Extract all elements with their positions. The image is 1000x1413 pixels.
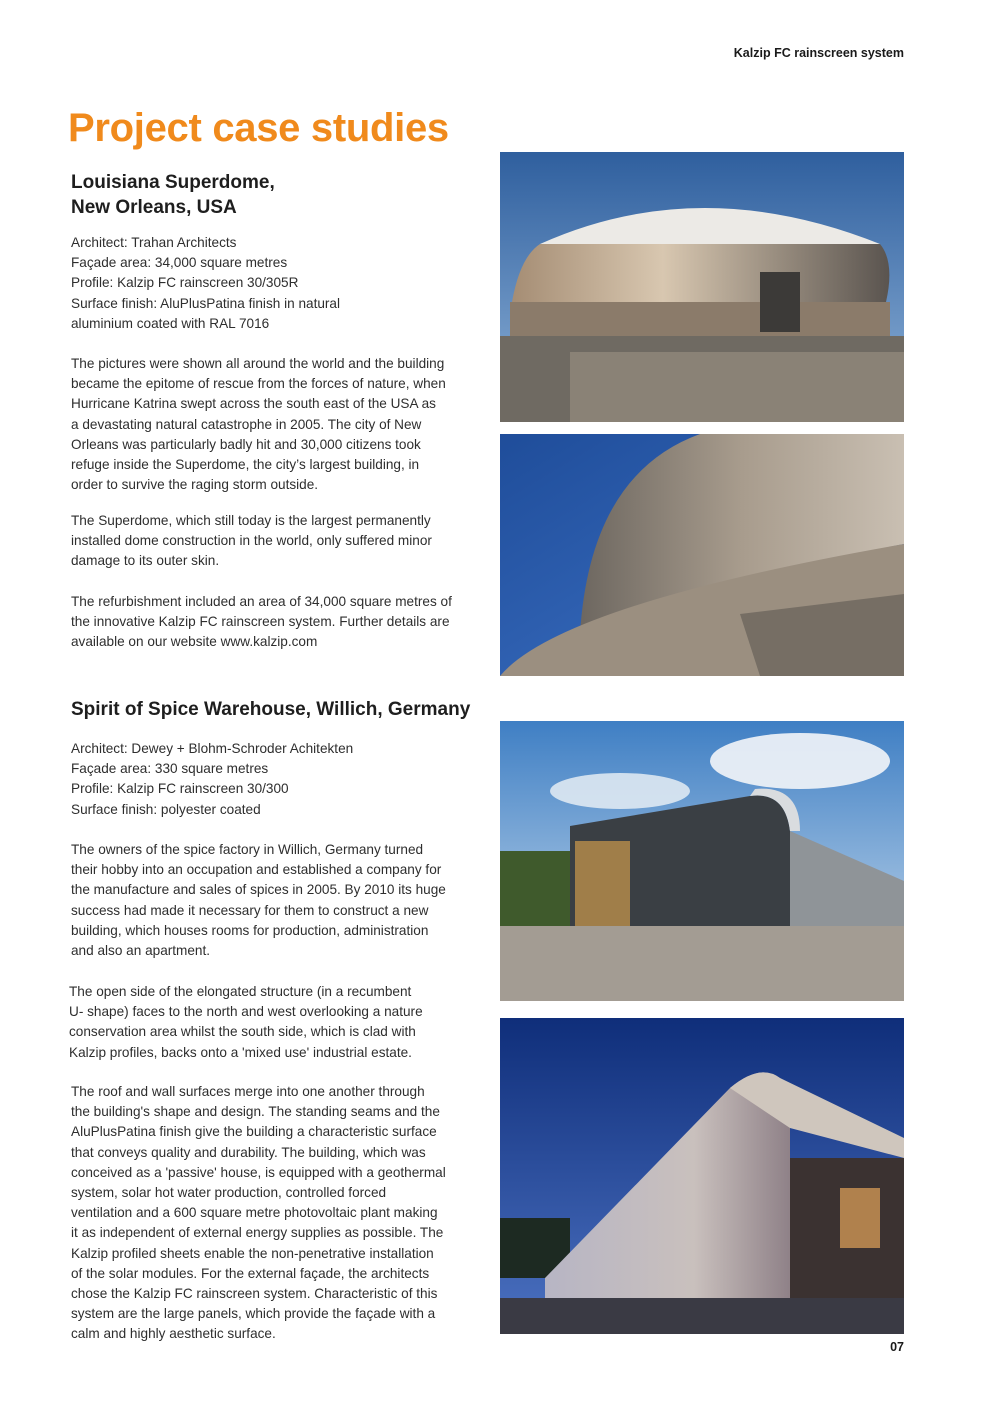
case2-spec-finish: Surface finish: polyester coated bbox=[71, 801, 261, 817]
case2-paragraph-1 bbox=[71, 840, 489, 961]
case1-text-1: The pictures were shown all around the world and the building became the epitome of rescue from the forces of nature, when Hurricane Katrina swept across the south east of the USA as a devastating natural catastrophe in 2005. The city of New Orleans was particularly badly hit and 30,000 citizens took refuge inside the Superdome, the city’s largest building, in order to survive the raging storm outside. bbox=[71, 356, 446, 493]
case2-spec-area: Façade area: 330 square metres bbox=[71, 761, 269, 777]
case1-paragraph-1 bbox=[71, 354, 489, 495]
case1-heading: Louisiana Superdome, New Orleans, USA bbox=[71, 172, 275, 218]
running-header: Kalzip FC rainscreen system bbox=[733, 46, 904, 60]
superdome-exterior-photo bbox=[500, 152, 904, 422]
spice-warehouse-day-photo bbox=[500, 721, 904, 1001]
case1-spec-finish: Surface finish: AluPlusPatina finish in natural bbox=[71, 295, 341, 311]
case1-spec-area: Façade area: 34,000 square metres bbox=[71, 255, 288, 271]
case2-spec-profile: Profile: Kalzip FC rainscreen 30/300 bbox=[71, 781, 289, 797]
case2-paragraph-3 bbox=[71, 1082, 489, 1345]
case2-specs bbox=[71, 739, 489, 820]
page-number: 07 bbox=[890, 1340, 904, 1354]
case1-text-3: The refurbishment included an area of 34,000 square metres of the innovative Kalzip FC rainscreen system. Further details are available on our website www.kalzip.com bbox=[71, 594, 452, 650]
case1-spec-profile: Profile: Kalzip FC rainscreen 30/305R bbox=[71, 275, 299, 291]
case2-spec-architect: Architect: Dewey + Blohm-Schroder Achitekten bbox=[71, 741, 354, 756]
case1-text-2: The Superdome, which still today is the largest permanently installed dome construction in the world, only suffered minor damage to its outer skin. bbox=[71, 513, 432, 569]
case1-spec-architect: Architect: Trahan Architects bbox=[71, 235, 237, 250]
case2-heading: Spirit of Spice Warehouse, Willich, Germany bbox=[71, 699, 471, 720]
case1-specs bbox=[71, 233, 489, 334]
page-title: Project case studies bbox=[68, 106, 449, 150]
spice-warehouse-dusk-photo bbox=[500, 1018, 904, 1334]
case1-paragraph-2 bbox=[71, 511, 489, 572]
case2-text-1: The owners of the spice factory in Willich, Germany turned their hobby into an occupation and established a company for the manufacture and sales of spices in 2005. By 2010 its huge success had made it necessary for them to construct a new building, which houses rooms for production, administration and also an apartment. bbox=[71, 842, 446, 959]
case1-paragraph-3 bbox=[71, 592, 489, 653]
case2-paragraph-2 bbox=[69, 982, 487, 1063]
case2-text-3: The roof and wall surfaces merge into one another through the building's shape and design. The standing seams and the AluPlusPatina finish give the building a characteristic surface that conveys quality and durability. The building, which was conceived as a 'passive' house, is equipped with a geothermal system, solar hot water production, controlled forced ventilation and a 600 square metre photovoltaic plant making it as independent of external energy supplies as possible. The Kalzip profiled sheets enable the non-penetrative installation of the solar modules. For the external façade, the architects chose the Kalzip FC rainscreen system. Characteristic of this system are the large panels, which provide the façade with a calm and highly aesthetic surface. bbox=[71, 1084, 446, 1342]
case1-spec-finish-cont: aluminium coated with RAL 7016 bbox=[71, 315, 270, 331]
superdome-facade-closeup-photo bbox=[500, 434, 904, 676]
case2-text-2: The open side of the elongated structure (in a recumbent U- shape) faces to the north and west overlooking a nature conservation area whilst the south side, which is clad with Kalzip profiles, backs onto a 'mixed use' industrial estate. bbox=[69, 984, 423, 1060]
